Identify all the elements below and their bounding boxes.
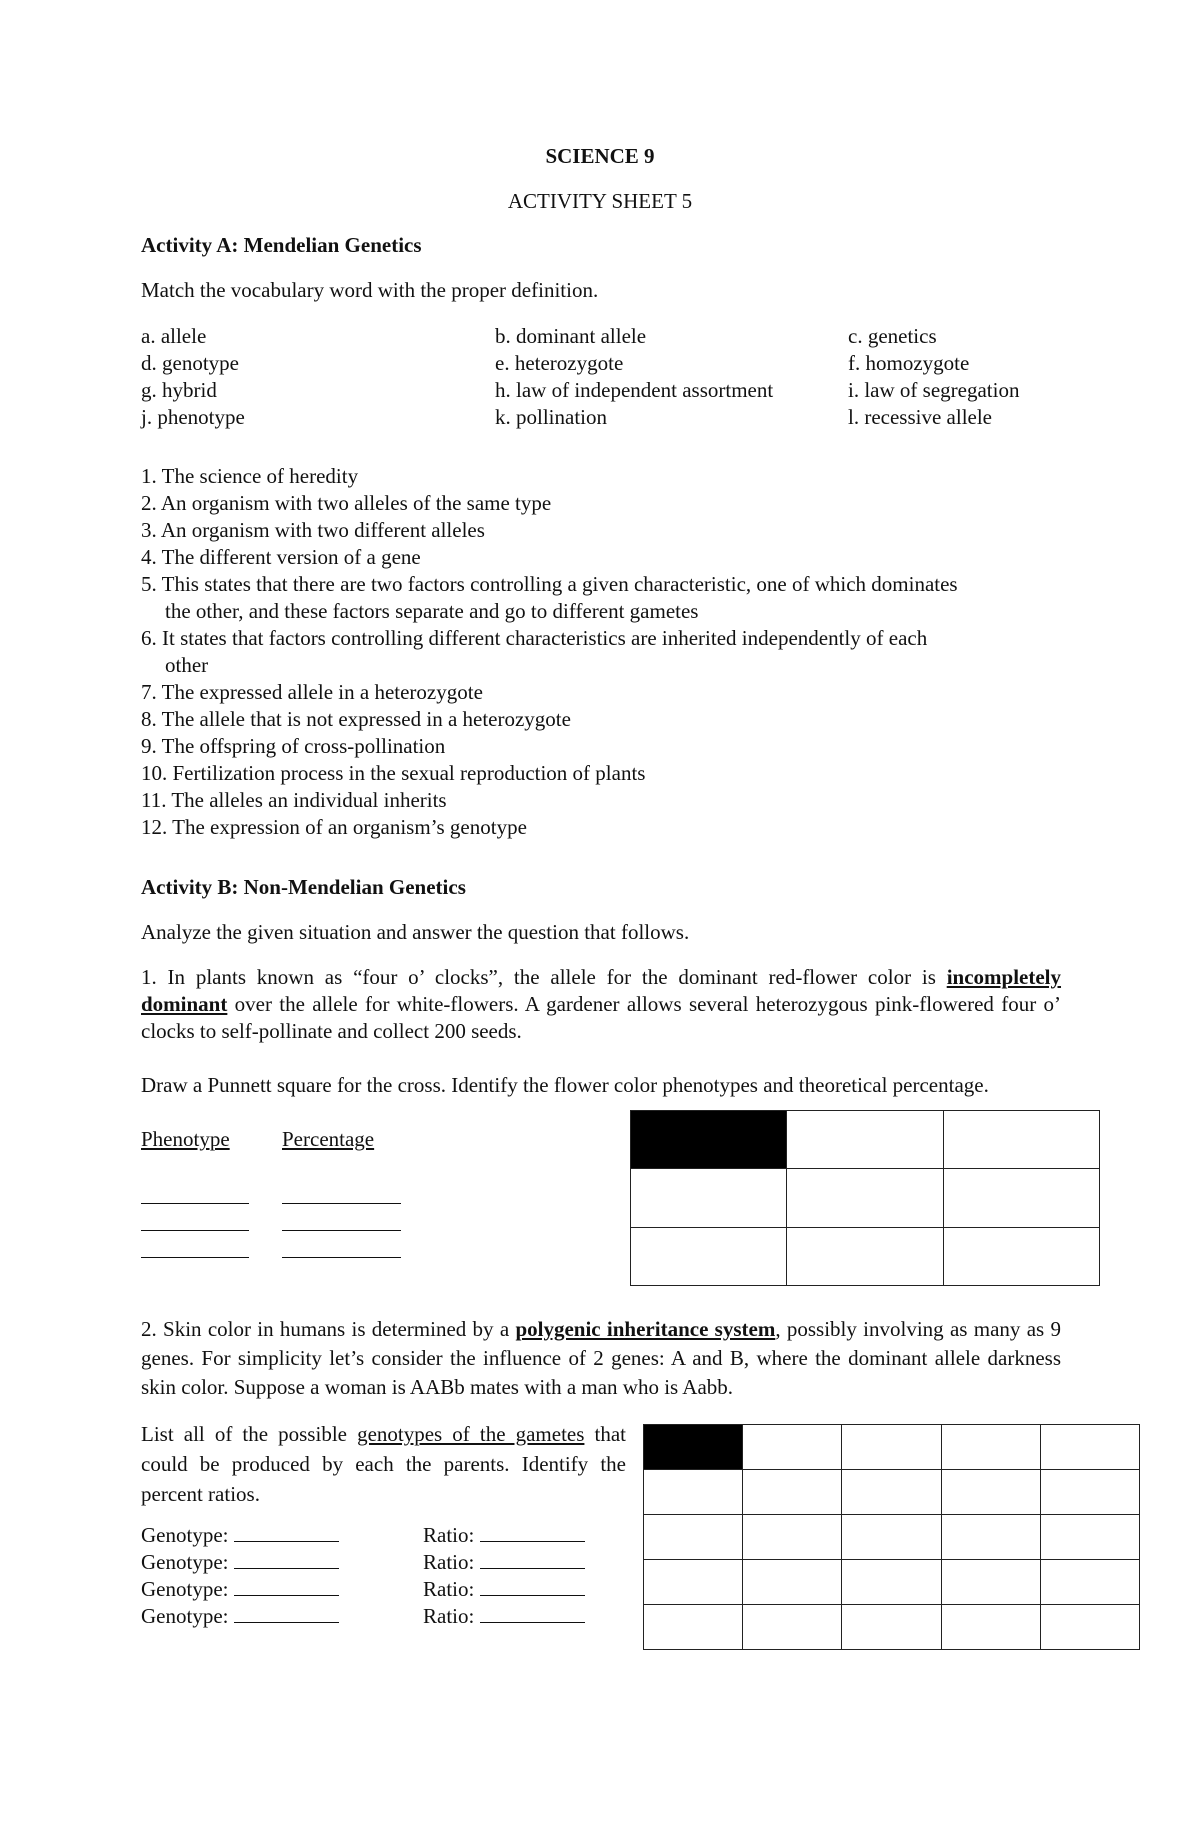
genotype-blank[interactable] xyxy=(234,1575,339,1596)
punnett-cell[interactable] xyxy=(1040,1560,1139,1605)
vocab-item: b. dominant allele xyxy=(495,324,647,348)
punnett-cell[interactable] xyxy=(743,1515,842,1560)
punnett-cell[interactable] xyxy=(1040,1605,1139,1650)
question-1-task: Draw a Punnett square for the cross. Identify the flower color phenotypes and theoretical percentage. xyxy=(141,1073,989,1097)
polygenic-inheritance-term: polygenic inheritance system xyxy=(515,1317,776,1341)
punnett-corner-cell xyxy=(631,1111,787,1169)
ratio-row: Ratio: xyxy=(423,1602,585,1630)
question-2-text: 2. Skin color in humans is determined by a polygenic inheritance system, possibly involving as many as 9 genes. For simplicity let’s consider the influence of 2 genes: A and B, where the dominant allele darkness skin color. Suppose a woman is AABb mates with a man who is Aabb. xyxy=(141,1317,1061,1399)
activity-b-instruction: Analyze the given situation and answer the question that follows. xyxy=(141,920,690,944)
punnett-cell[interactable] xyxy=(842,1560,941,1605)
punnett-cell[interactable] xyxy=(631,1169,787,1227)
punnett-cell[interactable] xyxy=(941,1470,1040,1515)
definition-item-continued: the other, and these factors separate and go to different gametes xyxy=(165,599,699,623)
vocab-item: g. hybrid xyxy=(141,378,217,402)
genotype-row: Genotype: xyxy=(141,1548,339,1576)
genotype-blank[interactable] xyxy=(234,1521,339,1542)
phenotype-blank[interactable] xyxy=(141,1203,249,1204)
punnett-cell[interactable] xyxy=(1040,1470,1139,1515)
percentage-column-header: Percentage xyxy=(282,1127,375,1151)
phenotype-blank[interactable] xyxy=(141,1257,249,1258)
page-title: SCIENCE 9 xyxy=(545,144,655,168)
vocab-item: k. pollination xyxy=(495,405,607,429)
definition-item: 11. The alleles an individual inherits xyxy=(141,788,447,812)
punnett-square-1 xyxy=(630,1110,1100,1286)
vocab-item: f. homozygote xyxy=(848,351,970,375)
percentage-blank[interactable] xyxy=(282,1230,401,1231)
vocab-item: j. phenotype xyxy=(141,405,245,429)
punnett-cell[interactable] xyxy=(842,1515,941,1560)
punnett-cell[interactable] xyxy=(941,1515,1040,1560)
ratio-blank[interactable] xyxy=(480,1602,585,1623)
punnett-cell[interactable] xyxy=(943,1227,1099,1285)
definition-item: 2. An organism with two alleles of the same type xyxy=(141,491,552,515)
punnett-cell[interactable] xyxy=(644,1605,743,1650)
gametes-genotypes-term: genotypes of the gametes xyxy=(357,1422,585,1446)
vocab-item: h. law of independent assortment xyxy=(495,378,774,402)
genotype-row: Genotype: xyxy=(141,1602,339,1630)
punnett-cell[interactable] xyxy=(842,1425,941,1470)
punnett-cell[interactable] xyxy=(743,1605,842,1650)
ratio-blank[interactable] xyxy=(480,1521,585,1542)
question-2-task: List all of the possible genotypes of the gametes that could be produced by each the parents. Identify the percent ratios. xyxy=(141,1422,626,1506)
question-1-text: 1. In plants known as “four o’ clocks”, the allele for the dominant red-flower color is incompletely dominant over the allele for white-flowers. A gardener allows several heterozygous pink-flowered four o’ clocks to self-pollinate and collect 200 seeds. xyxy=(141,965,1062,1043)
definition-item: 7. The expressed allele in a heterozygote xyxy=(141,680,483,704)
punnett-cell[interactable] xyxy=(743,1560,842,1605)
punnett-cell[interactable] xyxy=(743,1425,842,1470)
punnett-cell[interactable] xyxy=(743,1470,842,1515)
punnett-cell[interactable] xyxy=(941,1560,1040,1605)
punnett-cell[interactable] xyxy=(842,1470,941,1515)
ratio-blank[interactable] xyxy=(480,1548,585,1569)
vocab-item: d. genotype xyxy=(141,351,239,375)
vocab-item: c. genetics xyxy=(848,324,937,348)
definition-item: 5. This states that there are two factors controlling a given characteristic, one of which dominates xyxy=(141,572,958,596)
percentage-blank[interactable] xyxy=(282,1257,401,1258)
ratio-row: Ratio: xyxy=(423,1548,585,1576)
percentage-blank[interactable] xyxy=(282,1203,401,1204)
punnett-cell[interactable] xyxy=(941,1605,1040,1650)
phenotype-column-header: Phenotype xyxy=(141,1127,230,1151)
definition-item: 6. It states that factors controlling different characteristics are inherited independently of each xyxy=(141,626,928,650)
punnett-cell[interactable] xyxy=(842,1605,941,1650)
punnett-cell[interactable] xyxy=(631,1227,787,1285)
punnett-cell[interactable] xyxy=(943,1111,1099,1169)
definition-item-continued: other xyxy=(165,653,209,677)
activity-a-instruction: Match the vocabulary word with the proper definition. xyxy=(141,278,599,302)
incompletely-dominant-term: incompletely dominant xyxy=(141,965,1062,1016)
punnett-cell[interactable] xyxy=(644,1560,743,1605)
phenotype-blank[interactable] xyxy=(141,1230,249,1231)
genotype-row: Genotype: xyxy=(141,1575,339,1603)
punnett-cell[interactable] xyxy=(644,1470,743,1515)
ratio-row: Ratio: xyxy=(423,1521,585,1549)
punnett-square-2 xyxy=(643,1424,1140,1650)
punnett-cell[interactable] xyxy=(943,1169,1099,1227)
punnett-cell[interactable] xyxy=(787,1227,943,1285)
vocab-item: l. recessive allele xyxy=(848,405,993,429)
punnett-cell[interactable] xyxy=(941,1425,1040,1470)
genotype-blank[interactable] xyxy=(234,1548,339,1569)
genotype-row: Genotype: xyxy=(141,1521,339,1549)
definition-item: 12. The expression of an organism’s genotype xyxy=(141,815,527,839)
definition-item: 3. An organism with two different alleles xyxy=(141,518,485,542)
vocab-item: e. heterozygote xyxy=(495,351,624,375)
vocab-item: a. allele xyxy=(141,324,207,348)
activity-b-heading: Activity B: Non-Mendelian Genetics xyxy=(141,875,466,899)
activity-a-heading: Activity A: Mendelian Genetics xyxy=(141,233,422,257)
page-subtitle: ACTIVITY SHEET 5 xyxy=(507,189,693,213)
punnett-cell[interactable] xyxy=(1040,1425,1139,1470)
vocab-item: i. law of segregation xyxy=(848,378,1020,402)
punnett-cell[interactable] xyxy=(644,1515,743,1560)
definition-item: 4. The different version of a gene xyxy=(141,545,421,569)
definition-item: 9. The offspring of cross-pollination xyxy=(141,734,446,758)
definition-item: 1. The science of heredity xyxy=(141,464,359,488)
genotype-blank[interactable] xyxy=(234,1602,339,1623)
ratio-row: Ratio: xyxy=(423,1575,585,1603)
punnett-corner-cell xyxy=(644,1425,743,1470)
punnett-cell[interactable] xyxy=(1040,1515,1139,1560)
punnett-cell[interactable] xyxy=(787,1169,943,1227)
punnett-cell[interactable] xyxy=(787,1111,943,1169)
definition-item: 10. Fertilization process in the sexual reproduction of plants xyxy=(141,761,646,785)
definition-item: 8. The allele that is not expressed in a heterozygote xyxy=(141,707,571,731)
ratio-blank[interactable] xyxy=(480,1575,585,1596)
